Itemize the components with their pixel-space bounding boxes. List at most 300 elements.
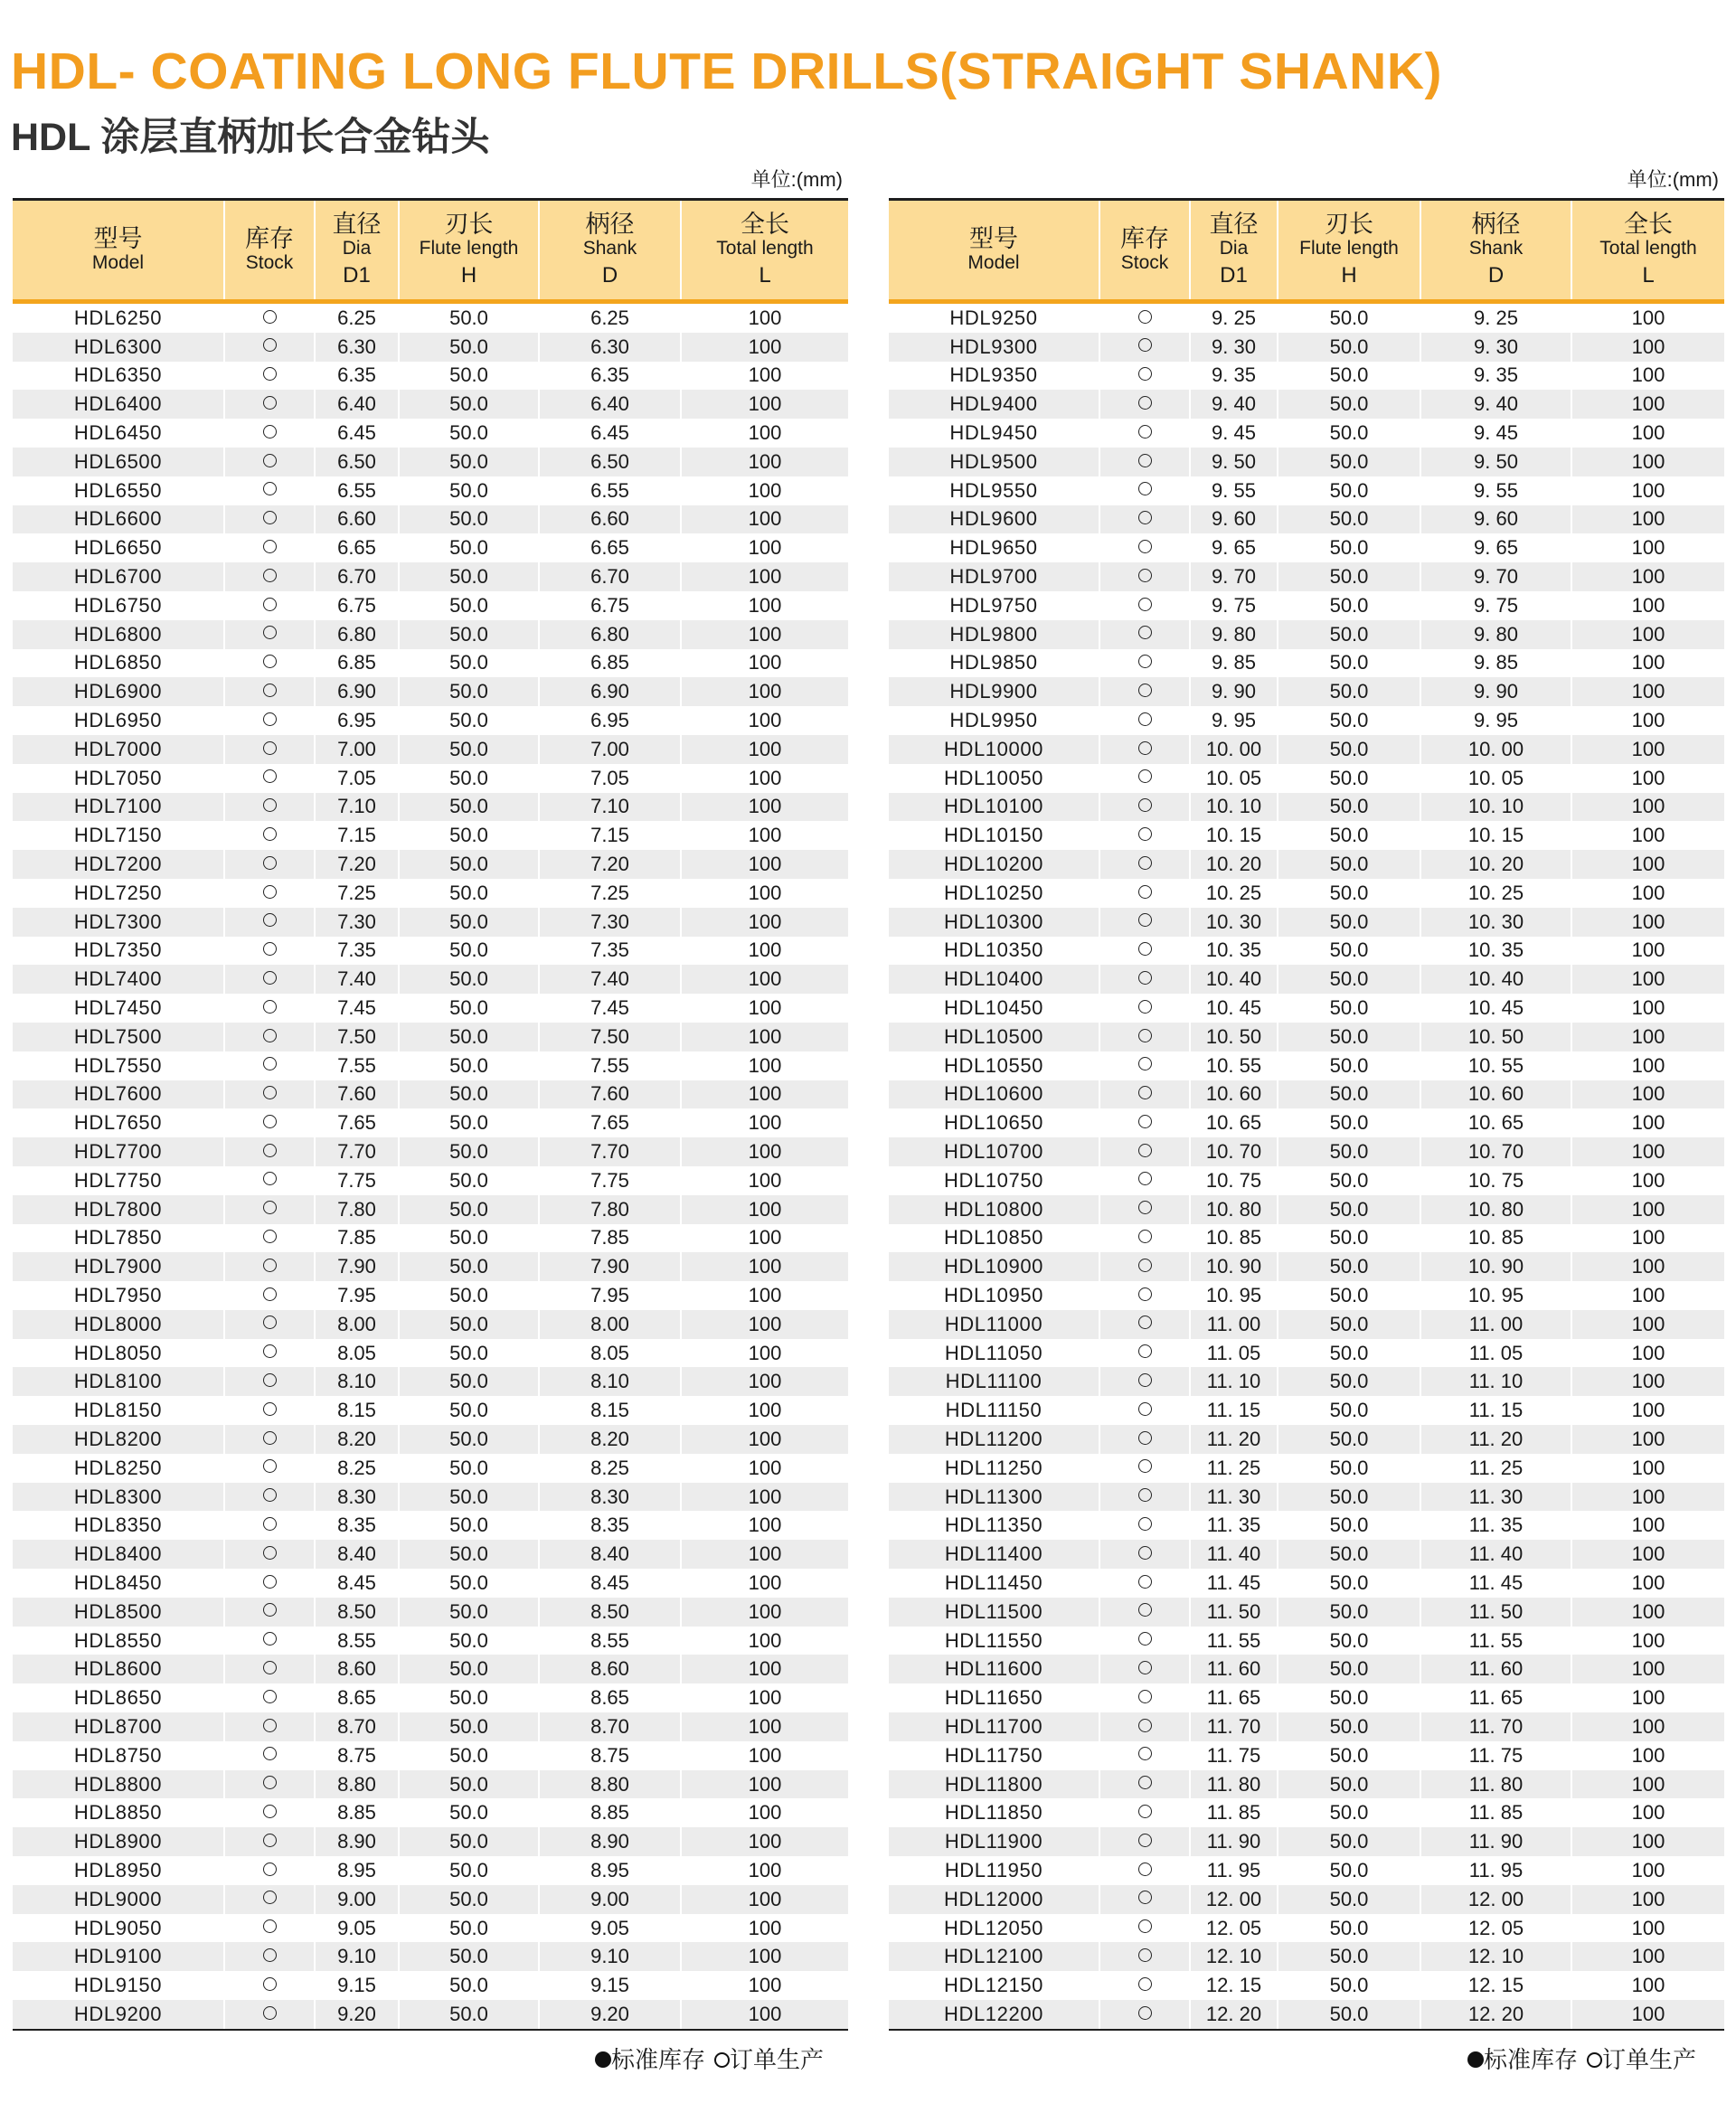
flute-length-cell: 50.0 — [399, 677, 539, 706]
shank-cell: 6.35 — [539, 362, 681, 391]
table-row — [889, 333, 1724, 362]
order-production-icon — [263, 1316, 277, 1329]
order-production-icon — [263, 712, 277, 726]
model-cell: HDL11350 — [889, 1511, 1099, 1540]
stock-cell — [1099, 390, 1190, 419]
order-production-icon — [1138, 655, 1152, 668]
order-production-icon — [1138, 827, 1152, 841]
dia-cell: 10. 40 — [1190, 965, 1278, 994]
stock-cell — [1099, 1770, 1190, 1799]
shank-cell: 6.40 — [539, 390, 681, 419]
stock-cell — [224, 706, 315, 735]
table-row — [13, 620, 848, 649]
dia-cell: 8.75 — [315, 1741, 399, 1770]
flute-length-cell: 50.0 — [1278, 1023, 1420, 1052]
model-cell: HDL10350 — [889, 937, 1099, 966]
total-length-cell: 100 — [1571, 1942, 1724, 1971]
model-cell: HDL10150 — [889, 821, 1099, 850]
flute-length-cell: 50.0 — [399, 821, 539, 850]
flute-length-cell: 50.0 — [1278, 1569, 1420, 1598]
flute-length-cell: 50.0 — [399, 591, 539, 620]
dia-cell: 8.55 — [315, 1627, 399, 1655]
dia-cell: 9. 65 — [1190, 533, 1278, 562]
order-production-icon — [1138, 1086, 1152, 1099]
dia-cell: 8.85 — [315, 1798, 399, 1827]
total-length-cell: 100 — [748, 938, 782, 962]
order-production-icon — [1138, 1115, 1152, 1128]
total-length-cell: 100 — [1631, 766, 1665, 789]
stock-cell — [1099, 1712, 1190, 1741]
shank-cell: 8.95 — [539, 1856, 681, 1885]
model-cell: HDL7600 — [13, 1080, 224, 1109]
flute-length-cell: 50.0 — [1278, 1798, 1420, 1827]
model-cell: HDL9100 — [13, 1942, 224, 1971]
table-row — [889, 476, 1724, 505]
stock-cell — [224, 965, 315, 994]
table-row — [889, 1396, 1724, 1425]
model-cell: HDL8350 — [13, 1511, 224, 1540]
shank-cell: 9.15 — [539, 1971, 681, 2000]
total-length-cell: 100 — [1631, 1283, 1665, 1306]
stock-cell — [224, 793, 315, 822]
total-length-cell: 100 — [748, 1283, 782, 1306]
total-length-cell: 100 — [1571, 1023, 1724, 1052]
model-cell: HDL6300 — [13, 333, 224, 362]
open-circle-icon — [714, 2052, 730, 2068]
flute-length-cell: 50.0 — [399, 1052, 539, 1080]
shank-cell: 7.65 — [539, 1108, 681, 1137]
total-length-cell: 100 — [1631, 1801, 1665, 1825]
shank-cell: 6.70 — [539, 562, 681, 591]
flute-length-cell: 50.0 — [1278, 1942, 1420, 1971]
model-cell: HDL7100 — [13, 793, 224, 822]
dia-cell: 9.00 — [315, 1885, 399, 1914]
model-cell: HDL11850 — [889, 1798, 1099, 1827]
stock-cell — [1099, 1195, 1190, 1224]
total-length-cell: 100 — [748, 1974, 782, 1997]
stock-cell — [1099, 1798, 1190, 1827]
flute-length-cell: 50.0 — [399, 1971, 539, 2000]
flute-length-cell: 50.0 — [1278, 735, 1420, 764]
dia-cell: 11. 05 — [1190, 1339, 1278, 1368]
stock-cell — [1099, 448, 1190, 476]
stock-cell — [224, 591, 315, 620]
table-row — [13, 1569, 848, 1598]
stock-cell — [1099, 1598, 1190, 1627]
model-cell: HDL10800 — [889, 1195, 1099, 1224]
shank-cell: 8.85 — [539, 1798, 681, 1827]
model-cell: HDL7050 — [13, 764, 224, 793]
table-row — [889, 302, 1724, 333]
shank-cell: 8.70 — [539, 1712, 681, 1741]
shank-cell: 11. 05 — [1420, 1339, 1571, 1368]
total-length-cell: 100 — [748, 1916, 782, 1939]
total-length-cell: 100 — [681, 1942, 848, 1971]
model-cell: HDL8000 — [13, 1310, 224, 1339]
flute-length-cell: 50.0 — [399, 937, 539, 966]
dia-cell: 9.15 — [315, 1971, 399, 2000]
total-length-cell: 100 — [1571, 620, 1724, 649]
dia-cell: 7.25 — [315, 879, 399, 908]
shank-cell: 10. 30 — [1420, 908, 1571, 937]
shank-cell: 7.70 — [539, 1137, 681, 1166]
shank-cell: 10. 70 — [1420, 1137, 1571, 1166]
order-production-icon — [1138, 482, 1152, 495]
table-row — [13, 793, 848, 822]
dia-cell: 10. 45 — [1190, 994, 1278, 1023]
flute-length-cell: 50.0 — [399, 476, 539, 505]
model-cell: HDL10450 — [889, 994, 1099, 1023]
order-production-icon — [1138, 626, 1152, 639]
table-row — [13, 1281, 848, 1310]
flute-length-cell: 50.0 — [399, 1425, 539, 1454]
total-length-cell: 100 — [1571, 965, 1724, 994]
total-length-cell: 100 — [1631, 1341, 1665, 1364]
order-production-icon — [1138, 1488, 1152, 1502]
dia-cell: 6.80 — [315, 620, 399, 649]
flute-length-cell: 50.0 — [399, 1166, 539, 1195]
table-row — [13, 362, 848, 391]
dia-cell: 12. 20 — [1190, 2000, 1278, 2030]
total-length-cell: 100 — [748, 363, 782, 387]
dia-cell: 7.70 — [315, 1137, 399, 1166]
total-length-cell: 100 — [748, 996, 782, 1020]
stock-cell — [224, 1310, 315, 1339]
table-row — [13, 1712, 848, 1741]
shank-cell: 11. 60 — [1420, 1655, 1571, 1683]
model-cell: HDL11700 — [889, 1712, 1099, 1741]
table-row — [889, 1598, 1724, 1627]
dia-cell: 9. 30 — [1190, 333, 1278, 362]
dia-cell: 10. 65 — [1190, 1108, 1278, 1137]
shank-cell: 7.10 — [539, 793, 681, 822]
shank-cell: 7.75 — [539, 1166, 681, 1195]
dia-cell: 7.60 — [315, 1080, 399, 1109]
total-length-cell: 100 — [1631, 709, 1665, 732]
table-header-row — [889, 200, 1724, 302]
flute-length-cell: 50.0 — [399, 419, 539, 448]
stock-cell — [224, 937, 315, 966]
table-row — [13, 1741, 848, 1770]
shank-cell: 9. 50 — [1420, 448, 1571, 476]
stock-cell — [1099, 591, 1190, 620]
flute-length-cell: 50.0 — [1278, 1655, 1420, 1683]
header-total-length: 全长 Total length L — [681, 200, 848, 302]
model-cell: HDL7650 — [13, 1108, 224, 1137]
dia-cell: 11. 25 — [1190, 1454, 1278, 1483]
stock-cell — [1099, 1281, 1190, 1310]
table-row — [13, 1454, 848, 1483]
table-row — [889, 1425, 1724, 1454]
stock-cell — [1099, 1108, 1190, 1137]
table-row — [889, 1252, 1724, 1281]
shank-cell: 10. 55 — [1420, 1052, 1571, 1080]
shank-cell: 8.90 — [539, 1827, 681, 1856]
order-production-icon — [1138, 1575, 1152, 1589]
stock-cell — [1099, 1483, 1190, 1512]
stock-cell — [224, 1166, 315, 1195]
dia-cell: 8.60 — [315, 1655, 399, 1683]
stock-cell — [224, 1367, 315, 1396]
header-stock: 库存 Stock — [1099, 200, 1190, 302]
total-length-cell: 100 — [748, 1858, 782, 1881]
order-production-icon — [263, 396, 277, 410]
flute-length-cell: 50.0 — [1278, 1195, 1420, 1224]
table-row — [889, 1367, 1724, 1396]
stock-cell — [224, 448, 315, 476]
shank-cell: 9.20 — [539, 2000, 681, 2030]
model-cell: HDL10000 — [889, 735, 1099, 764]
total-length-cell: 100 — [748, 766, 782, 789]
table-row — [13, 1339, 848, 1368]
shank-cell: 8.50 — [539, 1598, 681, 1627]
flute-length-cell: 50.0 — [1278, 1108, 1420, 1137]
flute-length-cell: 50.0 — [399, 1108, 539, 1137]
stock-cell — [224, 1195, 315, 1224]
stock-cell — [1099, 562, 1190, 591]
model-cell: HDL8600 — [13, 1655, 224, 1683]
total-length-cell: 100 — [1631, 1399, 1665, 1422]
model-cell: HDL10600 — [889, 1080, 1099, 1109]
order-production-icon — [1138, 367, 1152, 381]
shank-cell: 10. 75 — [1420, 1166, 1571, 1195]
dia-cell: 7.35 — [315, 937, 399, 966]
stock-cell — [1099, 505, 1190, 534]
order-production-icon — [1138, 1805, 1152, 1818]
shank-cell: 6.75 — [539, 591, 681, 620]
model-cell: HDL10300 — [889, 908, 1099, 937]
total-length-cell: 100 — [1571, 1655, 1724, 1683]
stock-cell — [1099, 302, 1190, 333]
total-length-cell: 100 — [681, 1885, 848, 1914]
shank-cell: 11. 00 — [1420, 1310, 1571, 1339]
flute-length-cell: 50.0 — [1278, 1052, 1420, 1080]
dia-cell: 8.15 — [315, 1396, 399, 1425]
stock-cell — [1099, 1425, 1190, 1454]
dia-cell: 8.90 — [315, 1827, 399, 1856]
order-production-icon — [263, 1690, 277, 1703]
shank-cell: 7.50 — [539, 1023, 681, 1052]
header-dia: 直径 Dia D1 — [1190, 200, 1278, 302]
model-cell: HDL11100 — [889, 1367, 1099, 1396]
order-production-icon — [263, 1863, 277, 1876]
model-cell: HDL6650 — [13, 533, 224, 562]
order-production-icon — [1138, 425, 1152, 439]
table-row — [889, 362, 1724, 391]
total-length-cell: 100 — [1631, 593, 1665, 617]
order-production-icon — [1138, 540, 1152, 553]
table-row — [13, 1798, 848, 1827]
shank-cell: 9. 85 — [1420, 649, 1571, 678]
model-cell: HDL12150 — [889, 1971, 1099, 2000]
flute-length-cell: 50.0 — [1278, 850, 1420, 879]
table-row — [889, 1080, 1724, 1109]
dia-cell: 11. 75 — [1190, 1741, 1278, 1770]
shank-cell: 12. 10 — [1420, 1942, 1571, 1971]
order-production-icon — [1138, 1977, 1152, 1991]
stock-cell — [224, 735, 315, 764]
model-cell: HDL9750 — [889, 591, 1099, 620]
stock-cell — [1099, 879, 1190, 908]
total-length-cell: 100 — [1571, 448, 1724, 476]
total-length-cell: 100 — [748, 1514, 782, 1537]
dia-cell: 9. 55 — [1190, 476, 1278, 505]
order-production-icon — [263, 1230, 277, 1243]
dia-cell: 11. 90 — [1190, 1827, 1278, 1856]
total-length-cell: 100 — [1631, 1111, 1665, 1135]
total-length-cell: 100 — [681, 908, 848, 937]
total-length-cell: 100 — [748, 824, 782, 847]
table-row — [889, 1770, 1724, 1799]
order-production-icon — [1138, 1776, 1152, 1789]
dia-cell: 6.50 — [315, 448, 399, 476]
table-row — [889, 1627, 1724, 1655]
flute-length-cell: 50.0 — [399, 448, 539, 476]
order-production-icon — [263, 1891, 277, 1904]
dia-cell: 9. 95 — [1190, 706, 1278, 735]
flute-length-cell: 50.0 — [1278, 1683, 1420, 1712]
stock-cell — [224, 620, 315, 649]
shank-cell: 11. 10 — [1420, 1367, 1571, 1396]
table-row — [889, 2000, 1724, 2030]
flute-length-cell: 50.0 — [399, 302, 539, 333]
stock-cell — [224, 908, 315, 937]
order-production-icon — [263, 856, 277, 870]
stock-cell — [224, 1224, 315, 1253]
dia-cell: 11. 20 — [1190, 1425, 1278, 1454]
table-row — [13, 333, 848, 362]
dia-cell: 6.70 — [315, 562, 399, 591]
table-row — [889, 764, 1724, 793]
total-length-cell: 100 — [1571, 677, 1724, 706]
shank-cell: 10. 00 — [1420, 735, 1571, 764]
dia-cell: 7.75 — [315, 1166, 399, 1195]
flute-length-cell: 50.0 — [399, 1281, 539, 1310]
table-row — [889, 1195, 1724, 1224]
model-cell: HDL7500 — [13, 1023, 224, 1052]
table-row — [13, 1683, 848, 1712]
order-production-icon — [263, 482, 277, 495]
total-length-cell: 100 — [681, 1655, 848, 1683]
model-cell: HDL12200 — [889, 2000, 1099, 2030]
model-cell: HDL8050 — [13, 1339, 224, 1368]
dia-cell: 7.65 — [315, 1108, 399, 1137]
order-production-icon — [1138, 310, 1152, 324]
total-length-cell: 100 — [1631, 1628, 1665, 1652]
table-row — [13, 476, 848, 505]
total-length-cell: 100 — [681, 1137, 848, 1166]
model-cell: HDL7350 — [13, 937, 224, 966]
model-cell: HDL10650 — [889, 1108, 1099, 1137]
flute-length-cell: 50.0 — [399, 1367, 539, 1396]
stock-cell — [1099, 1827, 1190, 1856]
stock-cell — [224, 1281, 315, 1310]
dia-cell: 6.85 — [315, 649, 399, 678]
total-length-cell: 100 — [1631, 996, 1665, 1020]
dia-cell: 9. 90 — [1190, 677, 1278, 706]
shank-cell: 11. 30 — [1420, 1483, 1571, 1512]
order-production-icon — [263, 598, 277, 611]
dia-cell: 8.10 — [315, 1367, 399, 1396]
shank-cell: 10. 80 — [1420, 1195, 1571, 1224]
stock-cell — [224, 1942, 315, 1971]
total-length-cell: 100 — [1571, 2000, 1724, 2030]
dia-cell: 11. 65 — [1190, 1683, 1278, 1712]
table-row — [889, 850, 1724, 879]
table-row — [13, 591, 848, 620]
shank-cell: 9. 65 — [1420, 533, 1571, 562]
dia-cell: 9. 85 — [1190, 649, 1278, 678]
dia-cell: 7.80 — [315, 1195, 399, 1224]
legend — [1467, 2042, 1696, 2075]
stock-cell — [1099, 908, 1190, 937]
shank-cell: 7.30 — [539, 908, 681, 937]
total-length-cell: 100 — [748, 1053, 782, 1077]
stock-cell — [224, 879, 315, 908]
shank-cell: 11. 90 — [1420, 1827, 1571, 1856]
order-production-icon — [1138, 598, 1152, 611]
stock-cell — [1099, 1540, 1190, 1569]
flute-length-cell: 50.0 — [399, 1195, 539, 1224]
stock-cell — [1099, 1741, 1190, 1770]
table-row — [889, 505, 1724, 534]
dia-cell: 11. 30 — [1190, 1483, 1278, 1512]
table-row — [889, 1655, 1724, 1683]
table-row — [889, 1483, 1724, 1512]
dia-cell: 11. 10 — [1190, 1367, 1278, 1396]
model-cell: HDL7200 — [13, 850, 224, 879]
shank-cell: 11. 55 — [1420, 1627, 1571, 1655]
model-cell: HDL11950 — [889, 1856, 1099, 1885]
filled-circle-icon — [1467, 2051, 1484, 2068]
dia-cell: 8.65 — [315, 1683, 399, 1712]
flute-length-cell: 50.0 — [1278, 362, 1420, 391]
stock-cell — [224, 1023, 315, 1052]
header-stock: 库存 Stock — [224, 200, 315, 302]
flute-length-cell: 50.0 — [1278, 649, 1420, 678]
model-cell: HDL10750 — [889, 1166, 1099, 1195]
total-length-cell: 100 — [1571, 1195, 1724, 1224]
stock-cell — [1099, 533, 1190, 562]
flute-length-cell: 50.0 — [1278, 419, 1420, 448]
dia-cell: 12. 05 — [1190, 1914, 1278, 1943]
shank-cell: 6.30 — [539, 333, 681, 362]
model-cell: HDL10200 — [889, 850, 1099, 879]
order-production-icon — [263, 1431, 277, 1445]
total-length-cell: 100 — [681, 1483, 848, 1512]
table-row — [889, 908, 1724, 937]
table-row — [13, 1367, 848, 1396]
table-row — [889, 1942, 1724, 1971]
dia-cell: 7.00 — [315, 735, 399, 764]
table-row — [13, 1914, 848, 1943]
total-length-cell: 100 — [1571, 1252, 1724, 1281]
order-production-icon — [263, 338, 277, 352]
dia-cell: 10. 55 — [1190, 1052, 1278, 1080]
shank-cell: 6.55 — [539, 476, 681, 505]
order-production-icon — [1138, 338, 1152, 352]
shank-cell: 9.10 — [539, 1942, 681, 1971]
model-cell: HDL9550 — [889, 476, 1099, 505]
dia-cell: 9. 75 — [1190, 591, 1278, 620]
shank-cell: 9. 95 — [1420, 706, 1571, 735]
dia-cell: 10. 85 — [1190, 1224, 1278, 1253]
stock-cell — [1099, 1339, 1190, 1368]
order-production-icon — [263, 1603, 277, 1617]
stock-cell — [1099, 1655, 1190, 1683]
flute-length-cell: 50.0 — [399, 1914, 539, 1943]
shank-cell: 10. 35 — [1420, 937, 1571, 966]
